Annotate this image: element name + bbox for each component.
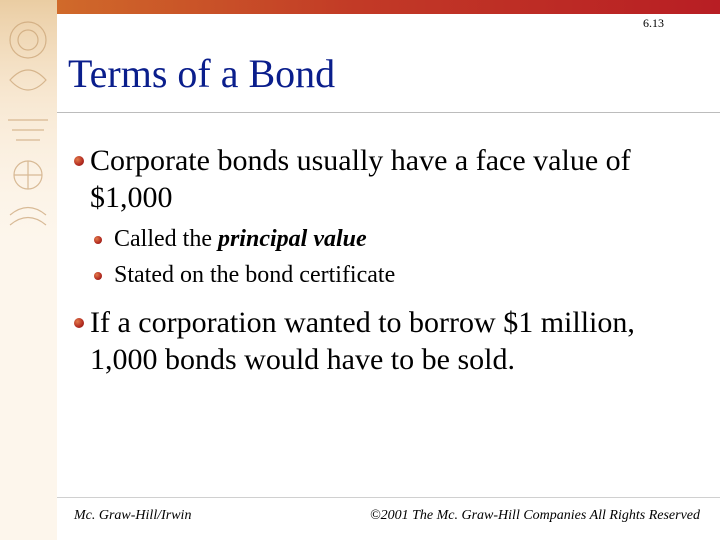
header-accent-bar — [57, 0, 720, 14]
footer-publisher: Mc. Graw-Hill/Irwin — [74, 508, 192, 523]
sub-bullet-text — [94, 224, 654, 254]
decorative-pattern — [0, 0, 57, 540]
bullet-dot-icon — [94, 236, 102, 244]
title-divider — [57, 112, 720, 113]
bullet-text: Corporate bonds usually have a face value of $1,000 — [90, 144, 631, 214]
sub-bullet-item — [94, 260, 654, 290]
sub-bullet-prefix: Called the — [114, 226, 218, 252]
bullet-text: If a corporation wanted to borrow $1 million, 1,000 bonds would have to be sold. — [90, 306, 635, 376]
bullet-dot-icon — [74, 318, 84, 328]
sub-bullet-text: Stated on the bond certificate — [114, 262, 396, 288]
slide-number: 6.13 — [643, 16, 664, 30]
bullet-item — [74, 304, 684, 378]
decorative-side-strip — [0, 0, 57, 540]
slide-title: Terms of a Bond — [68, 51, 336, 96]
sub-bullet-item — [94, 224, 654, 254]
bullet-dot-icon — [94, 272, 102, 280]
footer-copyright: ©2001 The Mc. Graw-Hill Companies All Rights Reserved — [369, 508, 700, 523]
footer-divider — [57, 497, 720, 498]
bullet-item — [74, 142, 684, 216]
sub-bullet-emphasis: principal value — [217, 226, 367, 252]
bullet-dot-icon — [74, 156, 84, 166]
